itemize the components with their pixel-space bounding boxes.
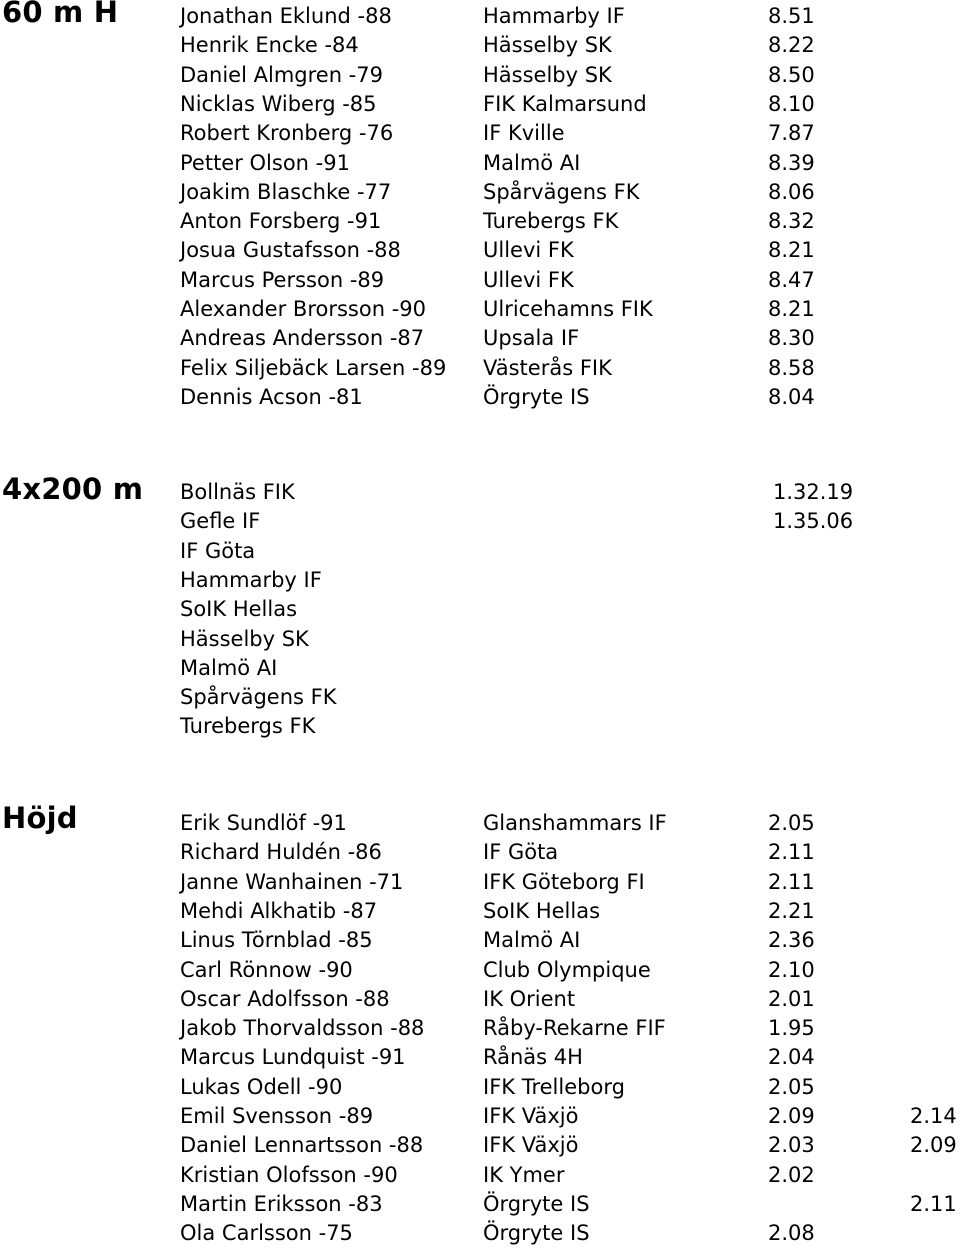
- athlete-name: Dennis Acson -81: [180, 384, 363, 409]
- table-row: [0, 654, 960, 683]
- result: 8.50: [768, 62, 815, 87]
- club-name: IFK Göteborg FI: [483, 869, 645, 894]
- table-row: [0, 1102, 960, 1131]
- result-1: 2.02: [768, 1162, 815, 1187]
- club-name: IFK Växjö: [483, 1133, 579, 1158]
- club-name: Ulricehamns FIK: [483, 297, 653, 321]
- result-1: 2.10: [768, 957, 815, 982]
- section-heading: Höjd: [2, 801, 78, 835]
- table-row: [0, 1043, 960, 1072]
- table-row: [0, 1073, 960, 1102]
- table-row: [0, 61, 960, 90]
- table-row: [0, 149, 960, 178]
- athlete-name: Carl Rönnow -90: [180, 957, 353, 982]
- result: 8.39: [768, 150, 815, 175]
- athlete-name: Jakob Thorvaldsson -88: [180, 1016, 425, 1041]
- athlete-name: Emil Svensson -89: [180, 1104, 374, 1128]
- table-row: [0, 354, 960, 383]
- table-row: [0, 868, 960, 897]
- athlete-name: Kristian Olofsson -90: [180, 1162, 398, 1187]
- table-row: [0, 507, 960, 536]
- result: 8.10: [768, 91, 815, 116]
- result-2: 2.14: [910, 1104, 957, 1128]
- club-name: Hässelby SK: [483, 33, 612, 58]
- result: 8.30: [768, 326, 815, 351]
- table-row: [0, 1161, 960, 1190]
- club-name: Ullevi FK: [483, 238, 574, 263]
- club-name: Malmö AI: [483, 150, 581, 175]
- athlete-name: Petter Olson -91: [180, 150, 350, 175]
- club-name: IK Orient: [483, 986, 576, 1011]
- result-1: 2.05: [768, 811, 815, 835]
- athlete-name: Josua Gustafsson -88: [180, 238, 401, 263]
- result-1: 2.08: [768, 1221, 815, 1246]
- table-row: [0, 266, 960, 295]
- result-2: 2.11: [910, 1191, 957, 1216]
- athlete-name: Jonathan Eklund -88: [180, 4, 392, 28]
- athlete-name: Henrik Encke -84: [180, 33, 359, 58]
- table-row: [0, 625, 960, 654]
- athlete-name: Alexander Brorsson -90: [180, 297, 426, 321]
- athlete-name: Lukas Odell -90: [180, 1074, 343, 1099]
- result-1: 2.04: [768, 1045, 815, 1070]
- table-row: [0, 595, 960, 624]
- table-row: [0, 838, 960, 867]
- club-name: Västerås FIK: [483, 355, 612, 380]
- result: 8.58: [768, 355, 815, 380]
- club-name: Gefle IF: [180, 509, 261, 534]
- club-name: Örgryte IS: [483, 1221, 590, 1246]
- table-row: [0, 207, 960, 236]
- club-name: IF Göta: [483, 840, 559, 865]
- table-row: [0, 985, 960, 1014]
- club-name: Örgryte IS: [483, 384, 590, 409]
- athlete-name: Nicklas Wiberg -85: [180, 91, 377, 116]
- table-row: [0, 295, 960, 324]
- club-name: Råby-Rekarne FIF: [483, 1016, 666, 1041]
- club-name: Upsala IF: [483, 326, 580, 351]
- club-name: Ullevi FK: [483, 267, 574, 292]
- table-row: [0, 1131, 960, 1160]
- result-2: 2.09: [910, 1133, 957, 1158]
- result: 7.87: [768, 121, 815, 146]
- athlete-name: Andreas Andersson -87: [180, 326, 425, 351]
- table-row: [0, 31, 960, 60]
- table-row: [0, 956, 960, 985]
- table-row: [0, 1014, 960, 1043]
- result: 8.51: [768, 4, 815, 28]
- result-1: 2.03: [768, 1133, 815, 1158]
- result-1: 2.01: [768, 986, 815, 1011]
- club-name: Spårvägens FK: [180, 685, 337, 710]
- club-name: IF Göta: [180, 538, 256, 563]
- athlete-name: Felix Siljebäck Larsen -89: [180, 355, 447, 380]
- result-1: 2.05: [768, 1074, 815, 1099]
- athlete-name: Robert Kronberg -76: [180, 121, 394, 146]
- result: 1.35.06: [773, 509, 854, 534]
- result: 8.47: [768, 267, 815, 292]
- table-row: [0, 324, 960, 353]
- table-row: [0, 236, 960, 265]
- athlete-name: Linus Törnblad -85: [180, 928, 373, 953]
- result: 8.21: [768, 297, 815, 321]
- table-row: [0, 897, 960, 926]
- club-name: Malmö AI: [180, 655, 278, 680]
- club-name: FIK Kalmarsund: [483, 91, 647, 116]
- table-row: [0, 809, 960, 838]
- club-name: Hammarby IF: [483, 4, 625, 28]
- athlete-name: Marcus Persson -89: [180, 267, 385, 292]
- club-name: Club Olympique: [483, 957, 651, 982]
- result-1: 2.36: [768, 928, 815, 953]
- table-row: [0, 926, 960, 955]
- club-name: SoIK Hellas: [180, 597, 298, 622]
- table-row: [0, 119, 960, 148]
- club-name: IF Kville: [483, 121, 565, 146]
- athlete-name: Marcus Lundquist -91: [180, 1045, 406, 1070]
- club-name: Glanshammars IF: [483, 811, 667, 835]
- table-row: [0, 1190, 960, 1219]
- club-name: Hässelby SK: [180, 626, 309, 651]
- club-name: Spårvägens FK: [483, 179, 640, 204]
- table-row: [0, 683, 960, 712]
- athlete-name: Ola Carlsson -75: [180, 1221, 353, 1246]
- table-row: [0, 2, 960, 31]
- club-name: IK Ymer: [483, 1162, 565, 1187]
- table-row: [0, 178, 960, 207]
- result: 8.21: [768, 238, 815, 263]
- athlete-name: Joakim Blaschke -77: [180, 179, 392, 204]
- club-name: Hässelby SK: [483, 62, 612, 87]
- club-name: Turebergs FK: [483, 209, 619, 234]
- table-row: [0, 712, 960, 741]
- club-name: Malmö AI: [483, 928, 581, 953]
- club-name: Örgryte IS: [483, 1191, 590, 1216]
- section-heading: 60 m H: [2, 0, 119, 29]
- club-name: SoIK Hellas: [483, 898, 601, 923]
- section-heading: 4x200 m: [2, 472, 144, 506]
- athlete-name: Daniel Almgren -79: [180, 62, 383, 87]
- athlete-name: Janne Wanhainen -71: [180, 869, 404, 894]
- result: 8.32: [768, 209, 815, 234]
- result-1: 1.95: [768, 1016, 815, 1041]
- athlete-name: Mehdi Alkhatib -87: [180, 898, 378, 923]
- athlete-name: Richard Huldén -86: [180, 840, 382, 865]
- table-row: [0, 478, 960, 507]
- result: 8.22: [768, 33, 815, 58]
- club-name: IFK Växjö: [483, 1104, 579, 1128]
- table-row: [0, 566, 960, 595]
- table-row: [0, 90, 960, 119]
- club-name: IFK Trelleborg: [483, 1074, 625, 1099]
- club-name: Hammarby IF: [180, 567, 322, 592]
- table-row: [0, 383, 960, 412]
- athlete-name: Martin Eriksson -83: [180, 1191, 383, 1216]
- table-row: [0, 1219, 960, 1248]
- result-1: 2.11: [768, 840, 815, 865]
- club-name: Rånäs 4H: [483, 1045, 583, 1070]
- athlete-name: Anton Forsberg -91: [180, 209, 382, 234]
- result: 1.32.19: [773, 480, 854, 504]
- athlete-name: Erik Sundlöf -91: [180, 811, 347, 835]
- result: 8.06: [768, 179, 815, 204]
- result-1: 2.09: [768, 1104, 815, 1128]
- result-1: 2.11: [768, 869, 815, 894]
- table-row: [0, 537, 960, 566]
- result: 8.04: [768, 384, 815, 409]
- athlete-name: Oscar Adolfsson -88: [180, 986, 390, 1011]
- club-name: Turebergs FK: [180, 714, 316, 739]
- result-1: 2.21: [768, 898, 815, 923]
- club-name: Bollnäs FIK: [180, 480, 295, 504]
- athlete-name: Daniel Lennartsson -88: [180, 1133, 424, 1158]
